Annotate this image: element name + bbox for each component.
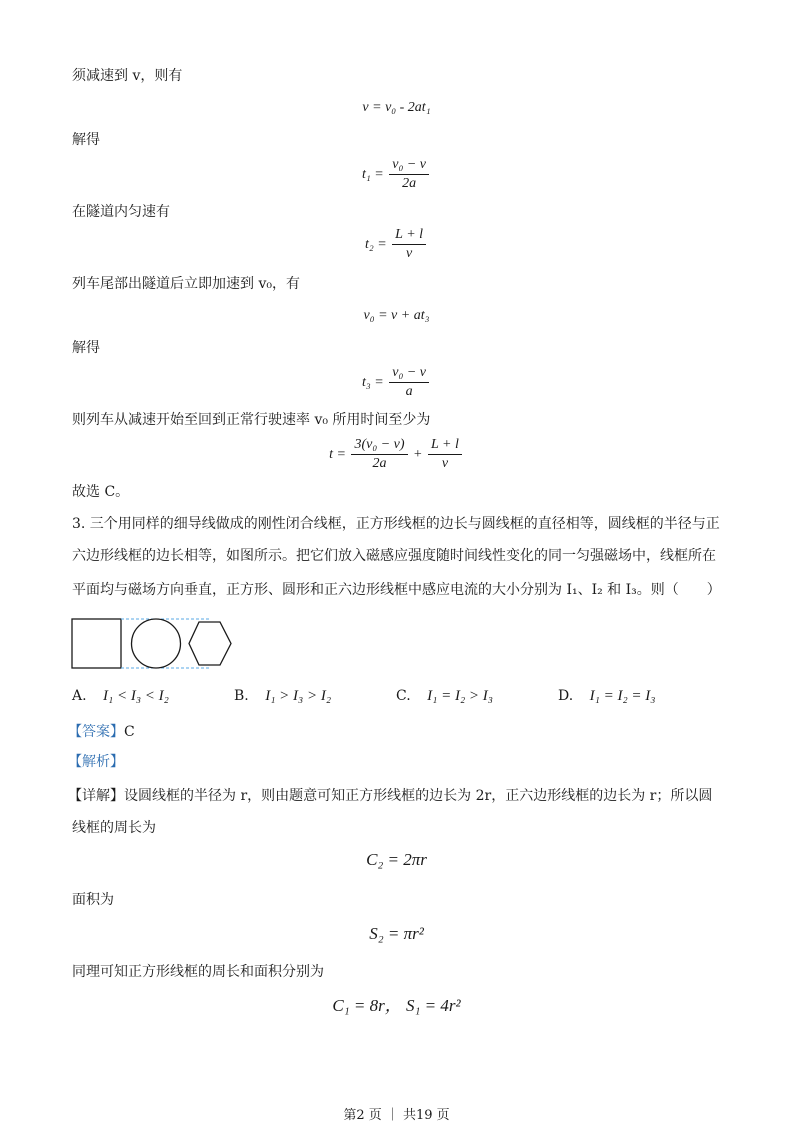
equation-fraction: [0, 226, 793, 263]
hexagon-frame: [189, 622, 231, 665]
fraction-denominator: 2a: [402, 176, 417, 191]
equation: S₂ = πr²: [369, 924, 424, 943]
circle-frame: [132, 619, 181, 668]
fraction-numerator: L + l: [392, 226, 426, 245]
question-text: 六边形线框的边长相等，如图所示。把它们放入磁感应强度随时间线性变化的同一匀强磁场中，线框所在: [72, 548, 716, 564]
fraction-denominator: v: [441, 456, 449, 471]
fraction-denominator: a: [405, 384, 413, 399]
page-footer: 第2 页 ｜ 共19 页: [343, 1108, 450, 1123]
option-expression: I₁ = I₂ = I₃: [589, 688, 656, 704]
option-expression: I₁ > I₃ > I₂: [265, 688, 332, 704]
analysis-line: [68, 752, 124, 772]
text-line: 须减速到 v，则有: [72, 68, 183, 84]
fraction-denominator: 2a: [372, 456, 387, 471]
text-line: 则列车从减速开始至回到正常行驶速率 v₀ 所用时间至少为: [72, 412, 431, 428]
analysis-label: 【解析】: [68, 754, 124, 770]
detail-label: 【详解】: [68, 788, 124, 804]
equation-lhs: t =: [329, 446, 346, 462]
text-line: 线框的周长为: [72, 820, 156, 836]
fraction: [351, 436, 407, 473]
fraction: [389, 364, 429, 401]
equation-lhs: t₂ =: [364, 236, 387, 252]
option-label: B.: [234, 688, 249, 704]
fraction: [392, 226, 426, 263]
fraction-numerator: 3(v₀ − v): [351, 436, 407, 455]
equation-fraction: [0, 156, 793, 193]
option-b: [234, 686, 331, 706]
option-a: [72, 686, 169, 706]
answer-value: C: [124, 724, 135, 740]
text-line: 故选 C。: [72, 484, 130, 500]
detail-text: 设圆线框的半径为 r，则由题意可知正方形线框的边长为 2r，正六边形线框的边长为 r；所以圆: [124, 788, 713, 804]
text-line: 面积为: [72, 892, 114, 908]
option-expression: I₁ < I₃ < I₂: [103, 688, 169, 704]
option-expression: I₁ = I₂ > I₃: [427, 688, 493, 704]
equation-lhs: t₃ =: [362, 374, 384, 390]
equation: v = v₀ - 2at₁: [362, 100, 431, 115]
equation: C₂ = 2πr: [366, 850, 427, 869]
equation: C₁ = 8r， S₁ = 4r²: [332, 996, 461, 1015]
fraction: [389, 156, 429, 193]
option-d: [558, 686, 656, 706]
text-line: 在隧道内匀速有: [72, 204, 170, 220]
text-line: 列车尾部出隧道后立即加速到 v₀，有: [72, 276, 300, 292]
text-line: 解得: [72, 340, 100, 356]
equation-lhs: t₁ =: [362, 166, 384, 182]
fraction-numerator: v₀ − v: [389, 156, 429, 175]
question-text: 平面均与磁场方向垂直，正方形、圆形和正六边形线框中感应电流的大小分别为 I₁、I₂ 和 I₃。则（ ）: [72, 582, 721, 598]
fraction-denominator: v: [406, 246, 413, 261]
wire-frames-figure: [70, 616, 235, 670]
plus-sign: +: [413, 446, 423, 462]
answer-line: [68, 722, 135, 742]
fraction-numerator: L + l: [428, 436, 462, 455]
square-frame: [72, 619, 121, 668]
option-label: A.: [72, 688, 87, 704]
option-c: [396, 686, 493, 706]
text-line: 同理可知正方形线框的周长和面积分别为: [72, 964, 324, 980]
fraction-numerator: v₀ − v: [389, 364, 429, 383]
option-label: D.: [558, 688, 574, 704]
answer-label: 【答案】: [68, 724, 124, 740]
detail-line: [68, 786, 712, 806]
text-line: 解得: [72, 132, 100, 148]
option-label: C.: [396, 688, 411, 704]
equation: v₀ = v + at₃: [363, 308, 430, 323]
equation-fraction: [0, 364, 793, 401]
question-text: 3. 三个用同样的细导线做成的刚性闭合线框，正方形线框的边长与圆线框的直径相等，圆线框的半径与正: [72, 516, 720, 532]
equation-fraction: [0, 436, 793, 473]
fraction: [428, 436, 462, 473]
